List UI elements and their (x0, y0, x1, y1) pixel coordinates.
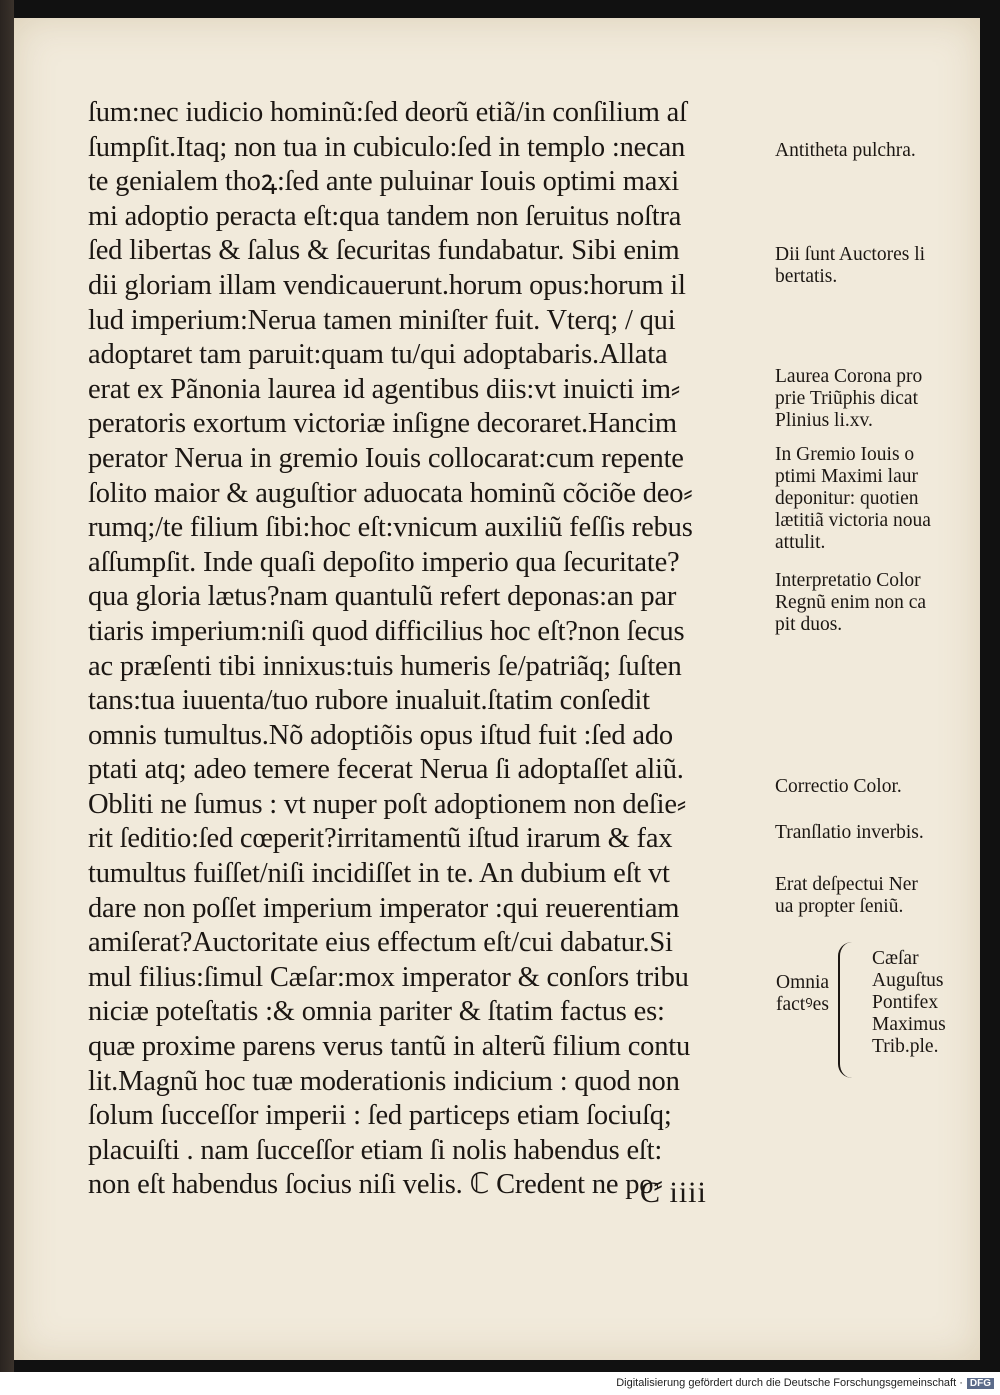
text-line: omnis tumultus.Nõ adoptiõis opus iſtud fuit :ſed ado (88, 719, 673, 751)
margin-note-6 (775, 776, 975, 798)
text-line: ac præſenti tibi innixus:tuis humeris ſe/patriãq; ſuſten (88, 650, 682, 682)
margin-note-5 (775, 570, 975, 636)
text-line: rit ſeditio:ſed cœperit?irritamentũ iſtud irarum & fax (88, 823, 673, 855)
margin-note-4 (775, 444, 975, 554)
text-line: rumq;/te filium ſibi:hoc eſt:vnicum auxiliũ feſſis rebus (88, 512, 693, 544)
margin-note-line: Regnũ enim non ca (775, 592, 927, 613)
margin-note-line: deponitur: quotien (775, 488, 919, 509)
margin-note-3 (775, 366, 975, 432)
margin-note-line: prie Triũphis dicat (775, 388, 919, 409)
text-line: mul filius:ſimul Cæſar:mox imperator & conſors tribu (88, 961, 689, 993)
text-line: tans:tua iuuenta/tuo rubore inualuit.ſtatim conſedit (88, 685, 650, 717)
text-line: placuiſti . nam ſucceſſor etiam ſi nolis habendus eſt: (88, 1134, 663, 1166)
margin-note-line: Dii ſunt Auctores li (775, 244, 926, 265)
text-line: lud imperium:Nerua tamen miniſter fuit. Vterq; / qui (88, 304, 676, 336)
text-line: lit.Magnũ hoc tuæ moderationis indicium : quod non (88, 1065, 680, 1097)
brace-glyph (838, 942, 862, 1078)
text-line: dii gloriam illam vendicauerunt.horum opus:horum il (88, 269, 686, 301)
text-line: Obliti ne ſumus : vt nuper poſt adoptionem non deſie⸗ (88, 788, 687, 820)
margin-note-line: ua propter ſeniũ. (775, 896, 904, 917)
text-line: ſolito maior & auguſtior aduocata hominũ cõciõe deo⸗ (88, 477, 693, 509)
text-line: ſum:nec iudicio hominũ:ſed deorũ etiã/in conſilium aſ (88, 97, 687, 128)
margin-note-line: bertatis. (775, 266, 838, 287)
dfg-logo: DFG (967, 1378, 994, 1389)
margin-note-line: Laurea Corona pro (775, 366, 923, 387)
footer-credit (616, 1377, 994, 1389)
signature-mark: C iiii (640, 1176, 707, 1209)
brace-item: Pontifex (872, 992, 939, 1013)
text-line: ſed libertas & ſalus & ſecuritas fundabatur. Sibi enim (88, 235, 680, 267)
text-line: peratoris exortum victoriæ inſigne decoraret.Hancim (88, 408, 677, 440)
brace-item: Maximus (872, 1014, 946, 1035)
margin-note-line: Plinius li.xv. (775, 410, 873, 431)
brace-lead-line: factꝰes (776, 994, 829, 1015)
margin-note-line: Correctio Color. (775, 776, 902, 797)
margin-note-line: Interpretatio Color (775, 570, 921, 591)
brace-item: Cæſar (872, 948, 919, 969)
margin-note-line: attulit. (775, 532, 826, 553)
margin-note-1 (775, 140, 975, 162)
binding-edge (0, 0, 14, 1372)
main-text-block (88, 96, 770, 1203)
brace-note-lead (776, 972, 829, 1016)
margin-note-line: Antitheta pulchra. (775, 140, 916, 161)
text-line: tiaris imperium:niſi quod difficilius hoc eſt?non ſecus (88, 615, 685, 647)
margin-note-line: Erat deſpectui Ner (775, 874, 918, 895)
text-line: adoptaret tam paruit:quam tu/qui adoptabaris.Allata (88, 339, 668, 371)
text-line: aſſumpſit. Inde quaſi depoſito imperio qua ſecuritate? (88, 546, 680, 578)
text-line: dare non poſſet imperium imperator :qui reuerentiam (88, 892, 680, 924)
margin-note-line: ptimi Maximi laur (775, 466, 918, 487)
text-line: non eſt habendus ſocius niſi velis. ℂ Credent ne po⸗ (88, 1169, 663, 1201)
text-line: te genialem thoꝝ:ſed ante puluinar Iouis optimi maxi (88, 166, 679, 198)
margin-note-line: Tranſlatio inverbis. (775, 822, 924, 843)
margin-note-2 (775, 244, 975, 288)
brace-note-items (872, 948, 946, 1058)
brace-item: Auguſtus (872, 970, 944, 991)
text-line: erat ex Pãnonia laurea id agentibus diis:vt inuicti im⸗ (88, 373, 681, 405)
text-line: niciæ poteſtatis :& omnia pariter & ſtatim factus es: (88, 996, 665, 1028)
margin-note-line: pit duos. (775, 614, 843, 635)
margin-note-8 (775, 874, 975, 918)
text-line: amiſerat?Auctoritate eius effectum eſt/cui dabatur.Si (88, 927, 673, 959)
text-line: tumultus fuiſſet/niſi incidiſſet in te. An dubium eſt vt (88, 858, 670, 890)
footer-text: Digitalisierung gefördert durch die Deutsche Forschungsgemeinschaft · (616, 1377, 963, 1389)
text-line: qua gloria lætus?nam quantulũ refert deponas:an par (88, 581, 677, 613)
text-line: mi adoptio peracta eſt:qua tandem non ſeruitus noſtra (88, 200, 682, 232)
text-line: perator Nerua in gremio Iouis collocarat:cum repente (88, 442, 684, 474)
text-line: ſumpſit.Itaq; non tua in cubiculo:ſed in templo :necan (88, 131, 686, 163)
text-line: quæ proxime parens verus tantũ in alterũ filium contu (88, 1031, 691, 1063)
margin-note-line: lætitiã victoria noua (775, 510, 931, 531)
margin-note-line: In Gremio Iouis o (775, 444, 915, 465)
margin-note-7 (775, 822, 975, 844)
text-line: ptati atq; adeo temere fecerat Nerua ſi adoptaſſet aliũ. (88, 754, 684, 786)
brace-lead-line: Omnia (776, 972, 830, 993)
brace-item: Trib.ple. (872, 1036, 939, 1057)
text-line: ſolum ſucceſſor imperii : ſed particeps etiam ſociuſq; (88, 1100, 672, 1132)
